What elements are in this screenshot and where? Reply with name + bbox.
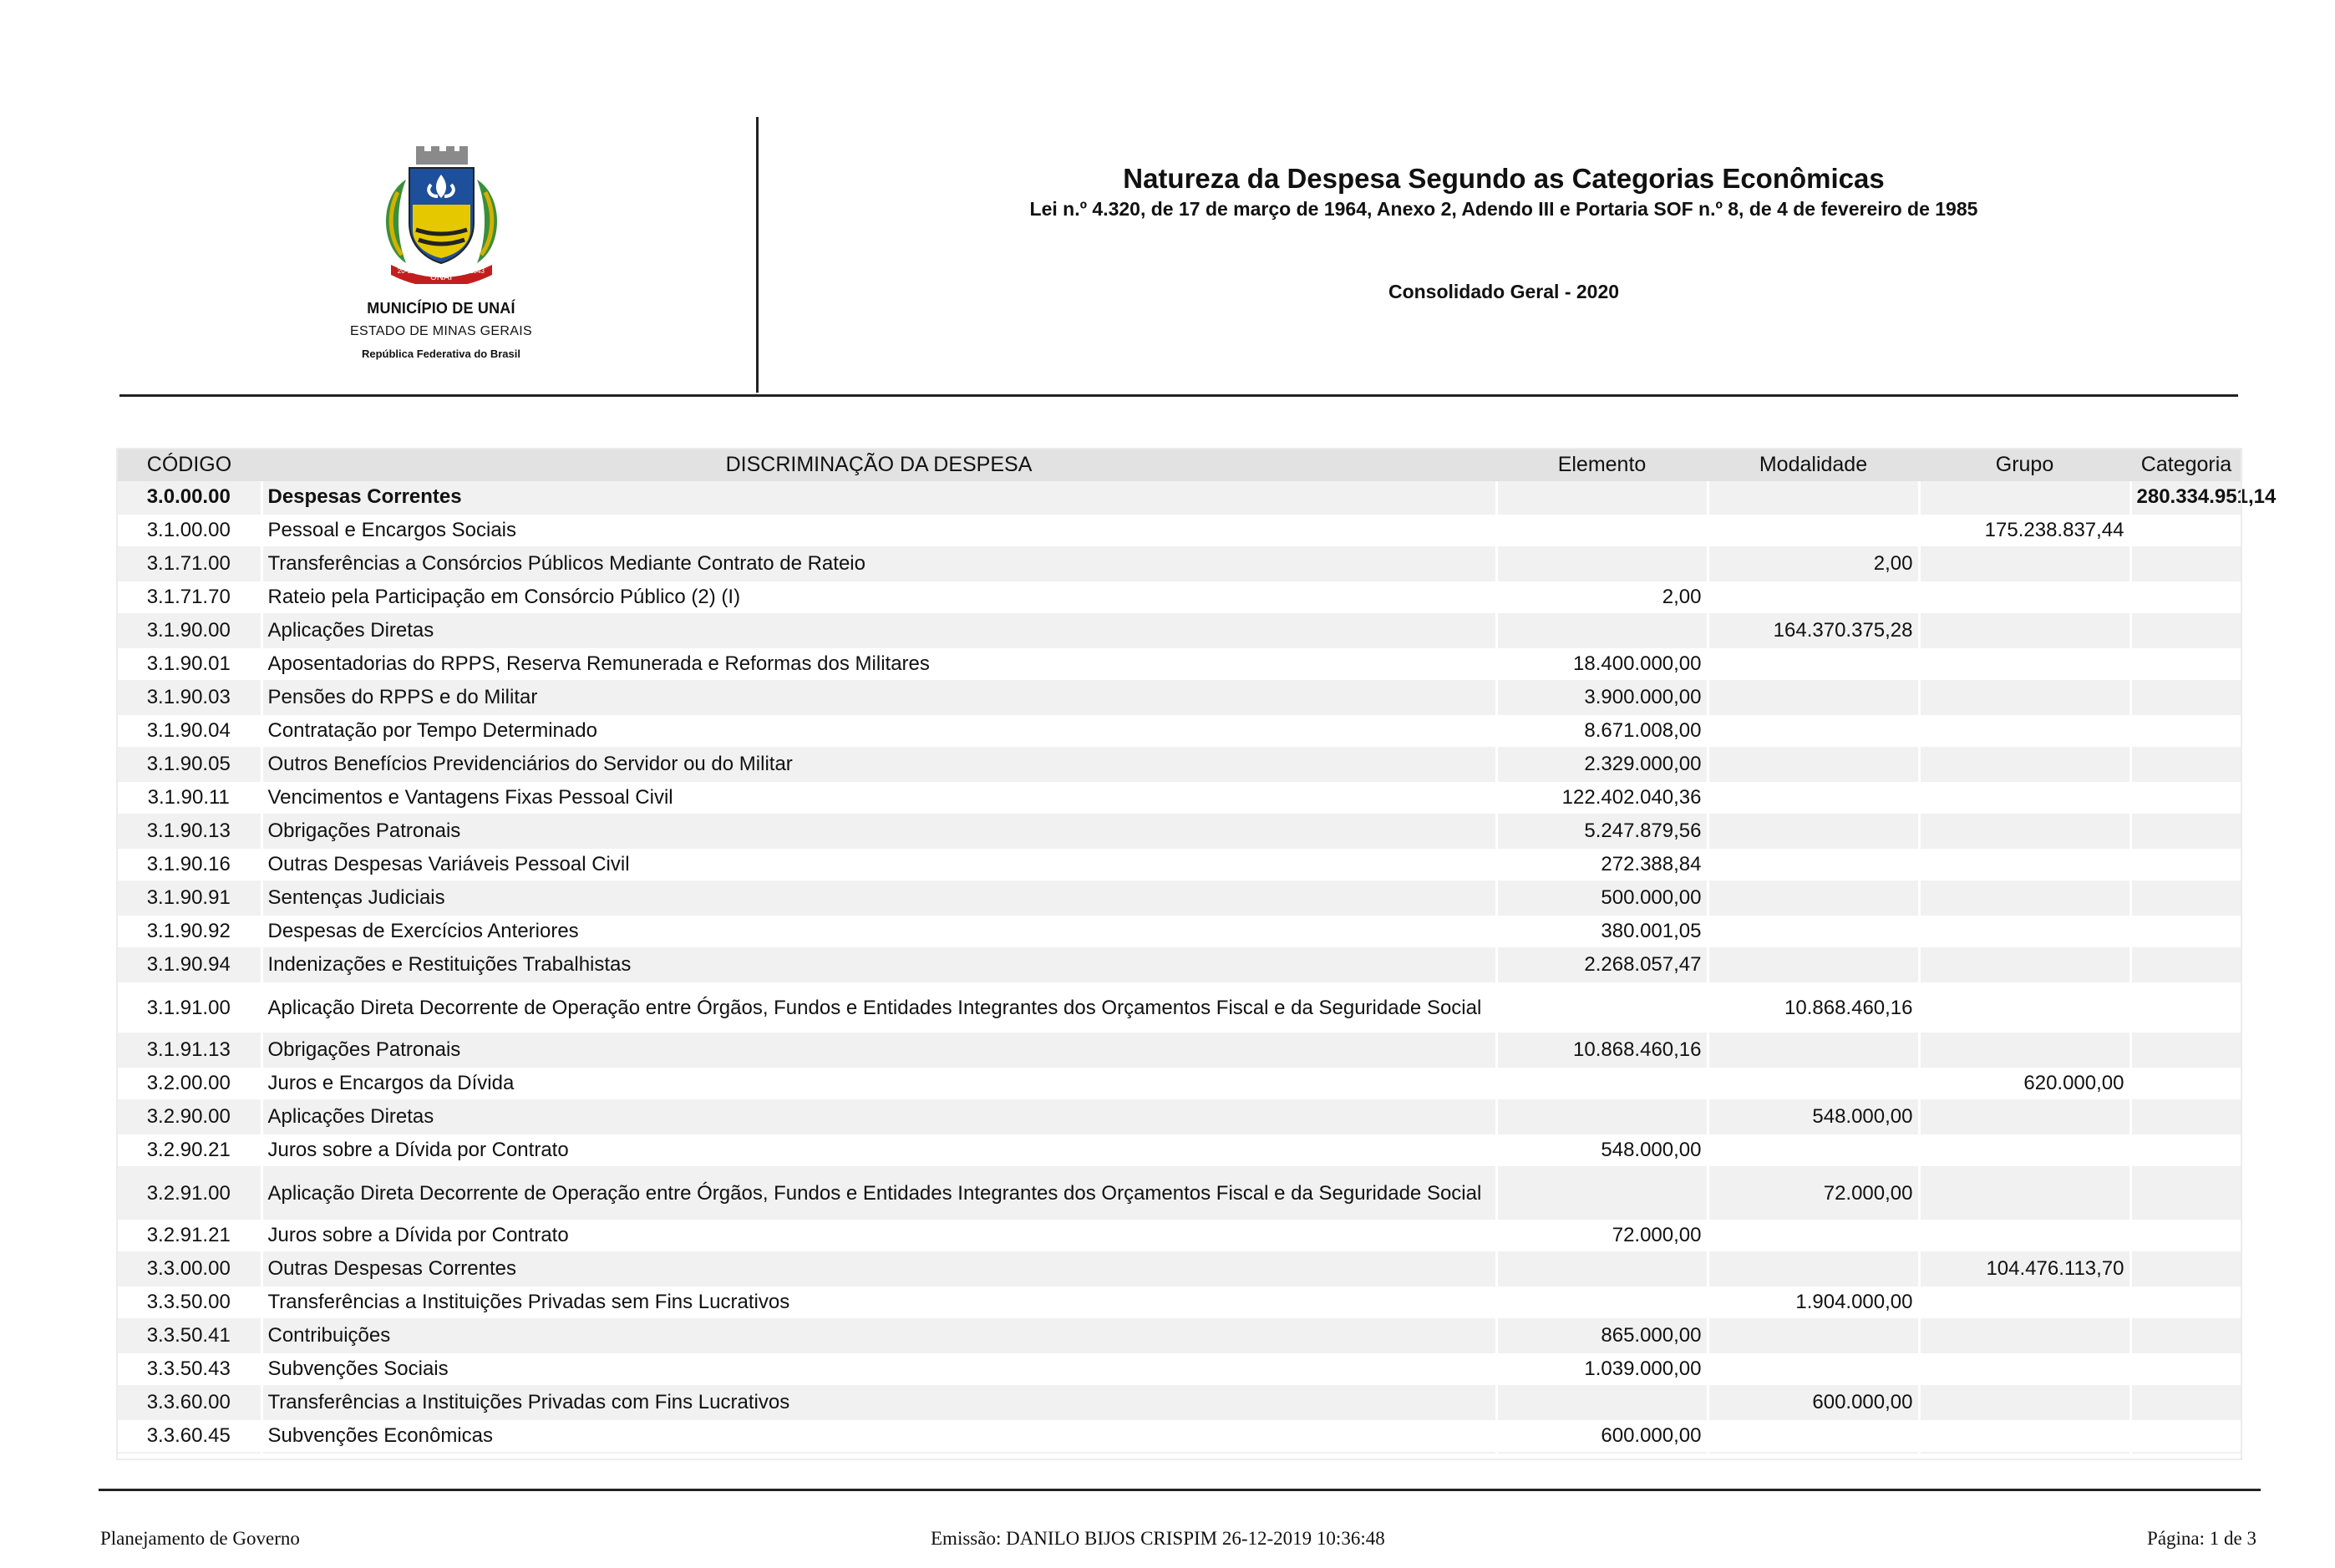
report-title: Natureza da Despesa Segundo as Categorias Econômicas	[1123, 163, 1885, 194]
row-categoria	[2130, 1352, 2242, 1386]
row-elemento	[1496, 982, 1708, 1033]
column-header: Elemento	[1496, 448, 1708, 481]
row-description: Aplicações Diretas	[261, 1100, 1496, 1134]
row-elemento: 122.402.040,36	[1496, 781, 1708, 814]
row-modalidade	[1708, 1033, 1919, 1067]
row-elemento: 2,00	[1496, 581, 1708, 614]
row-modalidade	[1708, 948, 1919, 982]
row-code: 3.2.91.00	[117, 1167, 261, 1219]
row-grupo	[1919, 982, 2130, 1033]
row-code: 3.2.90.00	[117, 1100, 261, 1134]
table-row	[117, 982, 2242, 1033]
row-modalidade	[1708, 1134, 1919, 1167]
row-modalidade: 2,00	[1708, 547, 1919, 581]
table-header-row	[117, 448, 2242, 481]
row-categoria	[2130, 714, 2242, 748]
table-row	[117, 614, 2242, 647]
row-categoria	[2130, 1419, 2242, 1453]
table-row	[117, 647, 2242, 681]
seal-right-year: 1943	[469, 267, 485, 275]
row-modalidade	[1708, 748, 1919, 781]
row-categoria	[2130, 1100, 2242, 1134]
table-row	[117, 1386, 2242, 1419]
row-elemento: 272.388,84	[1496, 848, 1708, 881]
report-title-block	[835, 163, 2172, 221]
table-row	[117, 748, 2242, 781]
row-modalidade: 72.000,00	[1708, 1167, 1919, 1219]
row-code: 3.1.90.01	[117, 647, 261, 681]
row-modalidade: 164.370.375,28	[1708, 614, 1919, 647]
state-name: ESTADO DE MINAS GERAIS	[350, 324, 532, 338]
row-elemento	[1496, 1067, 1708, 1100]
table-row	[117, 915, 2242, 948]
column-header: CÓDIGO	[117, 448, 261, 481]
row-modalidade	[1708, 915, 1919, 948]
row-description: Outros Benefícios Previdenciários do Servidor ou do Militar	[261, 748, 1496, 781]
row-categoria	[2130, 614, 2242, 647]
row-code: 3.1.91.00	[117, 982, 261, 1033]
row-grupo	[1919, 1352, 2130, 1386]
row-categoria	[2130, 547, 2242, 581]
row-modalidade: 600.000,00	[1708, 1386, 1919, 1419]
row-code: 3.1.90.91	[117, 881, 261, 915]
row-code: 3.1.90.00	[117, 614, 261, 647]
row-modalidade	[1708, 1219, 1919, 1252]
row-elemento: 72.000,00	[1496, 1219, 1708, 1252]
table-row	[117, 948, 2242, 982]
row-elemento	[1496, 547, 1708, 581]
row-modalidade	[1708, 481, 1919, 514]
table-row	[117, 514, 2242, 547]
row-modalidade	[1708, 1319, 1919, 1352]
row-elemento: 8.671.008,00	[1496, 714, 1708, 748]
row-description: Aposentadorias do RPPS, Reserva Remunerada e Reformas dos Militares	[261, 647, 1496, 681]
row-description: Contribuições	[261, 1319, 1496, 1352]
row-elemento: 865.000,00	[1496, 1319, 1708, 1352]
column-header: Grupo	[1919, 448, 2130, 481]
footer-divider	[99, 1489, 2261, 1491]
row-code: 3.1.90.11	[117, 781, 261, 814]
coat-of-arms-icon	[373, 146, 510, 284]
row-modalidade	[1708, 781, 1919, 814]
row-categoria	[2130, 1033, 2242, 1067]
row-description: Aplicações Diretas	[261, 614, 1496, 647]
table-row	[117, 1286, 2242, 1319]
row-description: Pessoal e Encargos Sociais	[261, 514, 1496, 547]
table-row	[117, 1419, 2242, 1453]
row-categoria	[2130, 1319, 2242, 1352]
header-divider	[119, 394, 2238, 397]
footer-emission: Emissão: DANILO BIJOS CRISPIM 26-12-2019 10:36:48	[931, 1528, 1385, 1549]
column-header: DISCRIMINAÇÃO DA DESPESA	[261, 448, 1496, 481]
row-elemento	[1496, 1386, 1708, 1419]
row-description: Aplicação Direta Decorrente de Operação entre Órgãos, Fundos e Entidades Integrantes dos Orçamentos Fiscal e da Seguridade Social	[261, 1167, 1496, 1219]
column-header: Categoria	[2130, 448, 2242, 481]
row-modalidade	[1708, 1419, 1919, 1453]
row-elemento: 10.868.460,16	[1496, 1033, 1708, 1067]
table-row	[117, 1067, 2242, 1100]
footer-page-number: Página: 1 de 3	[2147, 1528, 2256, 1549]
row-description: Subvenções Sociais	[261, 1352, 1496, 1386]
row-grupo: 104.476.113,70	[1919, 1252, 2130, 1286]
table-row	[117, 1252, 2242, 1286]
row-code: 3.1.90.94	[117, 948, 261, 982]
row-grupo	[1919, 1286, 2130, 1319]
row-code: 3.1.90.16	[117, 848, 261, 881]
row-elemento: 18.400.000,00	[1496, 647, 1708, 681]
row-code: 3.1.90.13	[117, 814, 261, 848]
table-row	[117, 714, 2242, 748]
municipality-name: MUNICÍPIO DE UNAÍ	[367, 300, 515, 317]
row-description: Vencimentos e Vantagens Fixas Pessoal Civil	[261, 781, 1496, 814]
row-grupo	[1919, 814, 2130, 848]
row-categoria	[2130, 647, 2242, 681]
row-grupo	[1919, 1100, 2130, 1134]
row-modalidade	[1708, 848, 1919, 881]
table-row	[117, 1033, 2242, 1067]
row-grupo	[1919, 948, 2130, 982]
row-modalidade	[1708, 1067, 1919, 1100]
row-modalidade	[1708, 514, 1919, 547]
republic-name: República Federativa do Brasil	[361, 348, 520, 360]
row-code: 3.0.00.00	[117, 481, 261, 514]
row-description: Transferências a Instituições Privadas sem Fins Lucrativos	[261, 1286, 1496, 1319]
row-elemento	[1496, 614, 1708, 647]
column-header: Modalidade	[1708, 448, 1919, 481]
row-code: 3.3.00.00	[117, 1252, 261, 1286]
row-code: 3.1.90.03	[117, 681, 261, 714]
row-description: Obrigações Patronais	[261, 814, 1496, 848]
row-grupo	[1919, 547, 2130, 581]
row-categoria	[2130, 514, 2242, 547]
table-row	[117, 681, 2242, 714]
row-code: 3.1.00.00	[117, 514, 261, 547]
row-description: Obrigações Patronais	[261, 1033, 1496, 1067]
row-elemento: 380.001,05	[1496, 915, 1708, 948]
row-description: Outras Despesas Correntes	[261, 1252, 1496, 1286]
table-row	[117, 1167, 2242, 1219]
row-description: Despesas Correntes	[261, 481, 1496, 514]
row-modalidade	[1708, 1252, 1919, 1286]
row-grupo	[1919, 748, 2130, 781]
row-modalidade	[1708, 647, 1919, 681]
row-categoria	[2130, 581, 2242, 614]
row-grupo	[1919, 781, 2130, 814]
row-code: 3.1.71.00	[117, 547, 261, 581]
row-categoria	[2130, 1167, 2242, 1219]
row-grupo	[1919, 1319, 2130, 1352]
expense-table	[117, 448, 2277, 1454]
row-elemento	[1496, 1252, 1708, 1286]
row-elemento: 1.039.000,00	[1496, 1352, 1708, 1386]
row-code: 3.3.50.00	[117, 1286, 261, 1319]
row-categoria	[2130, 1252, 2242, 1286]
seal-left-year: 20-12	[397, 267, 414, 275]
row-elemento	[1496, 1100, 1708, 1134]
row-code: 3.2.91.21	[117, 1219, 261, 1252]
row-grupo	[1919, 1386, 2130, 1419]
row-elemento	[1496, 481, 1708, 514]
table-row	[117, 547, 2242, 581]
row-categoria	[2130, 1286, 2242, 1319]
row-description: Transferências a Instituições Privadas com Fins Lucrativos	[261, 1386, 1496, 1419]
table-row	[117, 1219, 2242, 1252]
row-grupo	[1919, 1134, 2130, 1167]
row-grupo	[1919, 1167, 2130, 1219]
row-elemento	[1496, 1167, 1708, 1219]
row-modalidade	[1708, 581, 1919, 614]
row-categoria	[2130, 748, 2242, 781]
row-grupo	[1919, 481, 2130, 514]
row-grupo	[1919, 1033, 2130, 1067]
row-code: 3.3.60.00	[117, 1386, 261, 1419]
row-categoria	[2130, 814, 2242, 848]
row-categoria	[2130, 1067, 2242, 1100]
row-description: Indenizações e Restituições Trabalhistas	[261, 948, 1496, 982]
row-elemento	[1496, 514, 1708, 547]
row-categoria	[2130, 1134, 2242, 1167]
row-elemento: 5.247.879,56	[1496, 814, 1708, 848]
row-code: 3.1.91.13	[117, 1033, 261, 1067]
table-row	[117, 1100, 2242, 1134]
row-categoria: 280.334.951,14	[2130, 481, 2242, 514]
row-code: 3.2.90.21	[117, 1134, 261, 1167]
row-elemento: 600.000,00	[1496, 1419, 1708, 1453]
table-row	[117, 848, 2242, 881]
row-description: Juros e Encargos da Dívida	[261, 1067, 1496, 1100]
table-row	[117, 481, 2242, 514]
row-elemento: 2.268.057,47	[1496, 948, 1708, 982]
row-grupo	[1919, 647, 2130, 681]
row-elemento: 3.900.000,00	[1496, 681, 1708, 714]
row-categoria	[2130, 1386, 2242, 1419]
footer-department: Planejamento de Governo	[100, 1528, 300, 1549]
table-row	[117, 581, 2242, 614]
row-categoria	[2130, 915, 2242, 948]
row-grupo	[1919, 1219, 2130, 1252]
row-description: Pensões do RPPS e do Militar	[261, 681, 1496, 714]
row-code: 3.1.90.05	[117, 748, 261, 781]
row-grupo	[1919, 848, 2130, 881]
row-modalidade: 10.868.460,16	[1708, 982, 1919, 1033]
row-description: Despesas de Exercícios Anteriores	[261, 915, 1496, 948]
report-scope: Consolidado Geral - 2020	[1388, 281, 1620, 302]
row-grupo	[1919, 1419, 2130, 1453]
row-categoria	[2130, 848, 2242, 881]
row-modalidade: 1.904.000,00	[1708, 1286, 1919, 1319]
row-elemento	[1496, 1286, 1708, 1319]
row-modalidade	[1708, 1352, 1919, 1386]
row-description: Subvenções Econômicas	[261, 1419, 1496, 1453]
row-code: 3.2.00.00	[117, 1067, 261, 1100]
row-grupo: 620.000,00	[1919, 1067, 2130, 1100]
row-grupo	[1919, 581, 2130, 614]
table-row	[117, 814, 2242, 848]
row-modalidade	[1708, 681, 1919, 714]
row-description: Aplicação Direta Decorrente de Operação entre Órgãos, Fundos e Entidades Integrantes dos Orçamentos Fiscal e da Seguridade Social	[261, 982, 1496, 1033]
row-grupo	[1919, 614, 2130, 647]
row-modalidade	[1708, 881, 1919, 915]
table-body	[117, 481, 2277, 1453]
row-grupo	[1919, 714, 2130, 748]
table-row	[117, 1134, 2242, 1167]
row-categoria	[2130, 781, 2242, 814]
row-elemento: 500.000,00	[1496, 881, 1708, 915]
table-row	[117, 781, 2242, 814]
row-modalidade	[1708, 714, 1919, 748]
table-row	[117, 881, 2242, 915]
table-row	[117, 1352, 2242, 1386]
row-code: 3.1.90.04	[117, 714, 261, 748]
municipality-block	[266, 146, 617, 360]
row-categoria	[2130, 681, 2242, 714]
row-code: 3.3.50.43	[117, 1352, 261, 1386]
row-grupo	[1919, 881, 2130, 915]
row-modalidade: 548.000,00	[1708, 1100, 1919, 1134]
row-code: 3.1.90.92	[117, 915, 261, 948]
row-description: Outras Despesas Variáveis Pessoal Civil	[261, 848, 1496, 881]
row-description: Juros sobre a Dívida por Contrato	[261, 1134, 1496, 1167]
header-vertical-divider	[756, 117, 759, 393]
row-modalidade	[1708, 814, 1919, 848]
row-grupo: 175.238.837,44	[1919, 514, 2130, 547]
row-description: Rateio pela Participação em Consórcio Público (2) (I)	[261, 581, 1496, 614]
row-code: 3.3.60.45	[117, 1419, 261, 1453]
row-categoria	[2130, 1219, 2242, 1252]
row-grupo	[1919, 915, 2130, 948]
seal-ribbon-text: UNAÍ	[429, 272, 452, 282]
row-elemento: 548.000,00	[1496, 1134, 1708, 1167]
row-code: 3.1.71.70	[117, 581, 261, 614]
row-description: Juros sobre a Dívida por Contrato	[261, 1219, 1496, 1252]
row-categoria	[2130, 948, 2242, 982]
table-row	[117, 1319, 2242, 1352]
row-elemento: 2.329.000,00	[1496, 748, 1708, 781]
row-description: Contratação por Tempo Determinado	[261, 714, 1496, 748]
row-description: Transferências a Consórcios Públicos Mediante Contrato de Rateio	[261, 547, 1496, 581]
row-grupo	[1919, 681, 2130, 714]
row-description: Sentenças Judiciais	[261, 881, 1496, 915]
row-categoria	[2130, 881, 2242, 915]
report-subtitle: Lei n.º 4.320, de 17 de março de 1964, Anexo 2, Adendo III e Portaria SOF n.º 8, de 4 de fevereiro de 1985	[1029, 198, 1978, 220]
row-categoria	[2130, 982, 2242, 1033]
row-code: 3.3.50.41	[117, 1319, 261, 1352]
